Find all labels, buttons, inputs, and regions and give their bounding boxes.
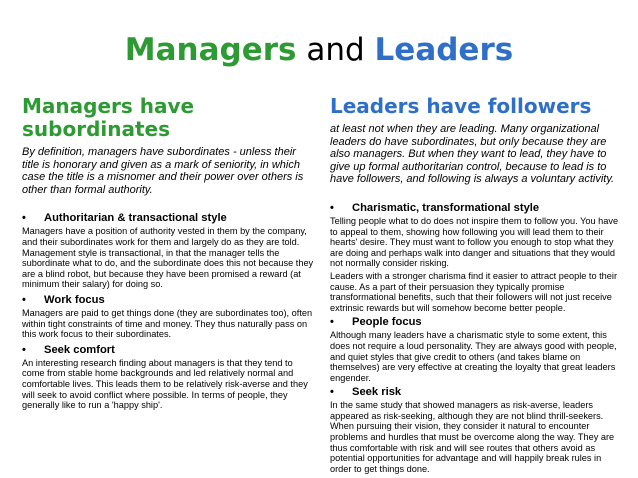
- section-heading: [330, 316, 622, 329]
- leaders-heading: Leaders have followers: [330, 94, 592, 118]
- section-paragraph: In the same study that showed managers as risk-averse, leaders appeared as risk-seeking, although they are not blind thrill-seekers. When pursuing their vision, they consider it natural to encounter problems and hurdles that must be overcome along the way. They are thus comfortable with risk and will see routes that others avoid as potential opportunities for advantage and will happily break rules in order to get things done.: [330, 400, 615, 474]
- leaders-intro: at least not when they are leading. Many organizational leaders do have subordinates, but only because they are also managers. But when they want to lead, they have to give up formal authoritarian control, because to lead is to have followers, and following is always a voluntary activity.: [330, 123, 615, 186]
- leaders-section-seek-risk: [330, 386, 622, 474]
- section-heading: [330, 202, 622, 215]
- section-paragraph: Managers are paid to get things done (they are subordinates too), often within tight constraints of time and money. They thus naturally pass on this work focus to their subordinates.: [22, 307, 313, 340]
- section-title: Seek comfort: [44, 343, 115, 356]
- bullet-icon: •: [22, 293, 26, 306]
- leaders-section-people-focus: [330, 316, 622, 383]
- managers-heading: Managers have subordinates: [22, 94, 195, 141]
- section-paragraph: An interesting research finding about managers is that they tend to come from stable home backgrounds and led relatively normal and comfortable lives. This leads them to be relatively risk-averse and they will seek to avoid conflict where possible. In terms of people, they generally like to run a 'happy ship'.: [22, 357, 308, 411]
- section-heading: [22, 294, 314, 307]
- section-title: Work focus: [44, 293, 105, 306]
- title-and: and: [306, 32, 365, 68]
- section-title: Authoritarian & transactional style: [44, 212, 227, 225]
- section-paragraph: Managers have a position of authority vested in them by the company, and their subordinates work for them and largely do as they are told. Management style is transactional, in that the manager tells the subordinate what to do, and the subordinate does this not because they are a blind robot, but because they have been promised a reward (at minimum their salary) for doing so.: [22, 226, 314, 290]
- managers-section-authoritarian: [22, 212, 314, 290]
- bullet-icon: •: [330, 316, 334, 329]
- title-leaders: Leaders: [374, 32, 514, 68]
- section-heading: [330, 386, 622, 399]
- bullet-icon: •: [22, 212, 26, 225]
- bullet-icon: •: [330, 201, 334, 214]
- section-title: Seek risk: [352, 386, 402, 399]
- managers-section-seek-comfort: [22, 344, 314, 411]
- section-paragraph: Leaders with a stronger charisma find it easier to attract people to their cause. As a part of their persuasion they typically promise transformational benefits, such that their followers will not just receive extrinsic rewards but will somehow become better people.: [330, 270, 618, 313]
- managers-section-work-focus: [22, 294, 314, 340]
- bullet-icon: •: [22, 343, 26, 356]
- section-paragraph: Although many leaders have a charismatic style to some extent, this does not require a loud personality. They are always good with people, and quiet styles that give credit to others (and takes blame on themselves) are very effective at creating the loyalty that great leaders engender.: [330, 330, 617, 383]
- title-managers: Managers: [124, 32, 297, 68]
- leaders-section-charismatic: [330, 202, 622, 313]
- section-heading: [22, 344, 314, 357]
- slide-title: [0, 32, 638, 68]
- leaders-column: [330, 95, 622, 474]
- section-paragraph: Telling people what to do does not inspire them to follow you. You have to appeal to them, showing how following you will lead them to their hearts' desire. They must want to follow you enough to stop what they are doing and perhaps walk into danger and situations that they would not normally consider risking.: [330, 215, 619, 269]
- section-heading: [22, 212, 314, 225]
- section-title: Charismatic, transformational style: [352, 201, 540, 214]
- section-title: People focus: [352, 316, 422, 329]
- managers-column: [22, 95, 314, 411]
- managers-intro: By definition, managers have subordinates - unless their title is honorary and given as a mark of seniority, in which case the title is a misnomer and their power over others is other than formal authority.: [22, 146, 304, 196]
- bullet-icon: •: [330, 386, 334, 399]
